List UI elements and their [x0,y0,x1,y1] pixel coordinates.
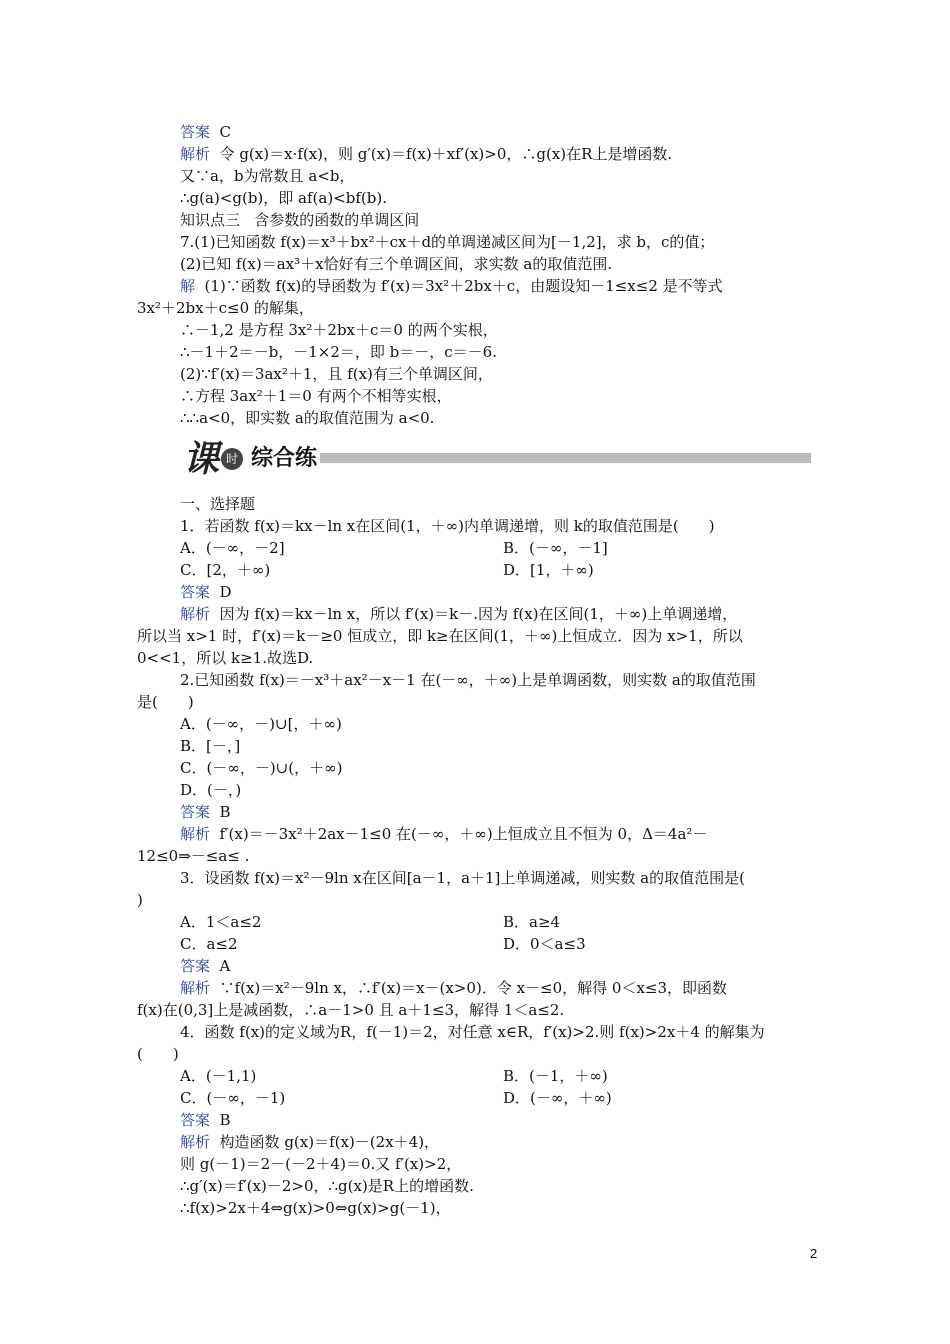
answer-label: 答案 [180,123,211,141]
text-line: 又∵a，b为常数且 a<b， [180,167,355,185]
option-c: C．a≤2 [180,935,238,953]
solution-line: ∴－1＋2＝－b，－1×2＝，即 b＝－，c＝－6. [180,343,497,361]
question-2-stem: 2.已知函数 f(x)＝－x³＋ax²－x－1 在(－∞，＋∞)上是单调函数，则实数 a的取值范围 [180,671,756,689]
option-d: D．0＜a≤3 [503,935,586,953]
analysis-label: 解析 [180,825,211,843]
knowledge-point-heading: 知识点三 含参数的函数的单调区间 [180,211,420,229]
analysis-line [180,977,727,999]
banner-title: 综合练 [251,445,318,471]
problem-7-part2: (2)已知 f(x)＝ax³＋x恰好有三个单调区间，求实数 a的取值范围. [180,255,613,273]
answer-label: 答案 [180,1111,211,1129]
option-d: D．(－，) [180,781,242,799]
solution-text: (1)∵函数 f(x)的导函数为 f′(x)＝3x²＋2bx＋c，由题设知－1≤x≤2 是不等式 [195,277,723,295]
analysis-text: 因为 f(x)＝kx－ln x，所以 f′(x)＝k－.因为 f(x)在区间(1，＋∞)上单调递增， [210,605,738,623]
analysis-text: 构造函数 g(x)＝f(x)－(2x＋4)， [210,1133,440,1151]
analysis-text: ∴f(x)>2x＋4⇔g(x)>0⇔g(x)>g(－1)， [180,1199,451,1217]
option-c: C．[2，＋∞) [180,561,271,579]
option-c: C．(－∞，－)∪(，＋∞) [180,759,343,777]
solution-line: (2)∵f′(x)＝3ax²＋1，且 f(x)有三个单调区间， [180,365,493,383]
option-b: B．a≥4 [503,913,561,931]
page-number: 2 [810,1246,818,1261]
analysis-text: f(x)在(0,3]上是减函数，∴a－1>0 且 a＋1≤3，解得 1＜a≤2. [137,1001,565,1019]
solution-line: ∴方程 3ax²＋1＝0 有两个不相等实根， [180,387,452,405]
answer-line [180,581,232,603]
option-b: B．(－1，＋∞) [503,1067,608,1085]
answer-line [180,801,231,823]
banner-seal: 时 [221,448,243,470]
answer-text: D [210,583,232,601]
problem-7-part1: 7.(1)已知函数 f(x)＝x³＋bx²＋cx＋d的单调递减区间为[－1,2]，求 b，c的值； [180,233,715,251]
analysis-line [180,823,707,845]
answer-line [180,955,230,977]
option-d: D．[1，＋∞) [503,561,594,579]
banner-glyph: 课 [183,438,220,480]
analysis-text: 所以当 x>1 时，f′(x)＝k－≥0 恒成立，即 k≥在区间(1，＋∞)上恒成立．因为 x>1，所以 [137,627,743,645]
analysis-line [180,603,737,625]
option-a: A．(－∞，－2] [180,539,285,557]
question-1-stem: 1．若函数 f(x)＝kx－ln x在区间(1，＋∞)内单调递增，则 k的取值范围是( ) [180,517,715,535]
solution-line [180,275,723,297]
analysis-text: f′(x)＝－3x²＋2ax－1≤0 在(－∞，＋∞)上恒成立且不恒为 0，Δ＝4a²－ [210,825,708,843]
section-banner [183,436,811,488]
answer-label: 答案 [180,957,211,975]
answer-label: 答案 [180,803,211,821]
option-b: B．(－∞，－1] [503,539,608,557]
question-4-stem: 4．函数 f(x)的定义域为R，f(－1)＝2，对任意 x∈R，f′(x)>2.则 f(x)>2x＋4 的解集为 [180,1023,765,1041]
answer-line [180,1109,231,1131]
solution-line: ∴－1,2 是方程 3x²＋2bx＋c＝0 的两个实根， [180,321,498,339]
section-heading: 一、选择题 [180,495,256,513]
option-a: A．1＜a≤2 [180,913,262,931]
analysis-label: 解析 [180,605,211,623]
analysis-line [180,1131,439,1153]
solution-wrap-line: 3x²＋2bx＋c≤0 的解集， [137,299,314,317]
text-line: ∴g(a)<g(b)，即 af(a)<bf(b). [180,189,387,207]
question-2-stem: 是( ) [137,693,194,711]
option-a: A．(－∞，－)∪[，＋∞) [180,715,342,733]
analysis-text: ∵f(x)＝x²－9ln x，∴f′(x)＝x－(x>0)．令 x－≤0，解得 0＜x≤3，即函数 [210,979,728,997]
answer-line [180,121,231,143]
analysis-text: 12≤0⇒－≤a≤ . [137,847,250,865]
question-4-stem: ( ) [137,1045,179,1063]
option-c: C．(－∞，－1) [180,1089,286,1107]
question-3-stem: 3．设函数 f(x)＝x²－9ln x在区间[a－1，a＋1]上单调递减，则实数 a的取值范围是( [180,869,745,887]
analysis-text: 令 g(x)＝x·f(x)，则 g′(x)＝f(x)＋xf′(x)>0，∴g(x)在R上是增函数. [210,145,673,163]
option-d: D．(－∞，＋∞) [503,1089,612,1107]
analysis-text: 0<<1，所以 k≥1.故选D. [137,649,314,667]
option-a: A．(－1,1) [180,1067,257,1085]
solution-label: 解 [180,277,196,295]
answer-label: 答案 [180,583,211,601]
banner-bar [320,453,811,463]
analysis-label: 解析 [180,979,211,997]
analysis-label: 解析 [180,145,211,163]
solution-line: ∴∴a<0，即实数 a的取值范围为 a<0. [180,409,435,427]
analysis-text: 则 g(－1)＝2－(－2＋4)＝0.又 f′(x)>2， [180,1155,462,1173]
analysis-line [180,143,672,165]
analysis-label: 解析 [180,1133,211,1151]
option-b: B．[－，] [180,737,241,755]
analysis-text: ∴g′(x)＝f′(x)－2>0，∴g(x)是R上的增函数. [180,1177,474,1195]
question-3-stem: ) [137,891,143,909]
answer-text: A [210,957,231,975]
answer-text: B [210,803,231,821]
answer-text: B [210,1111,231,1129]
answer-text: C [210,123,232,141]
